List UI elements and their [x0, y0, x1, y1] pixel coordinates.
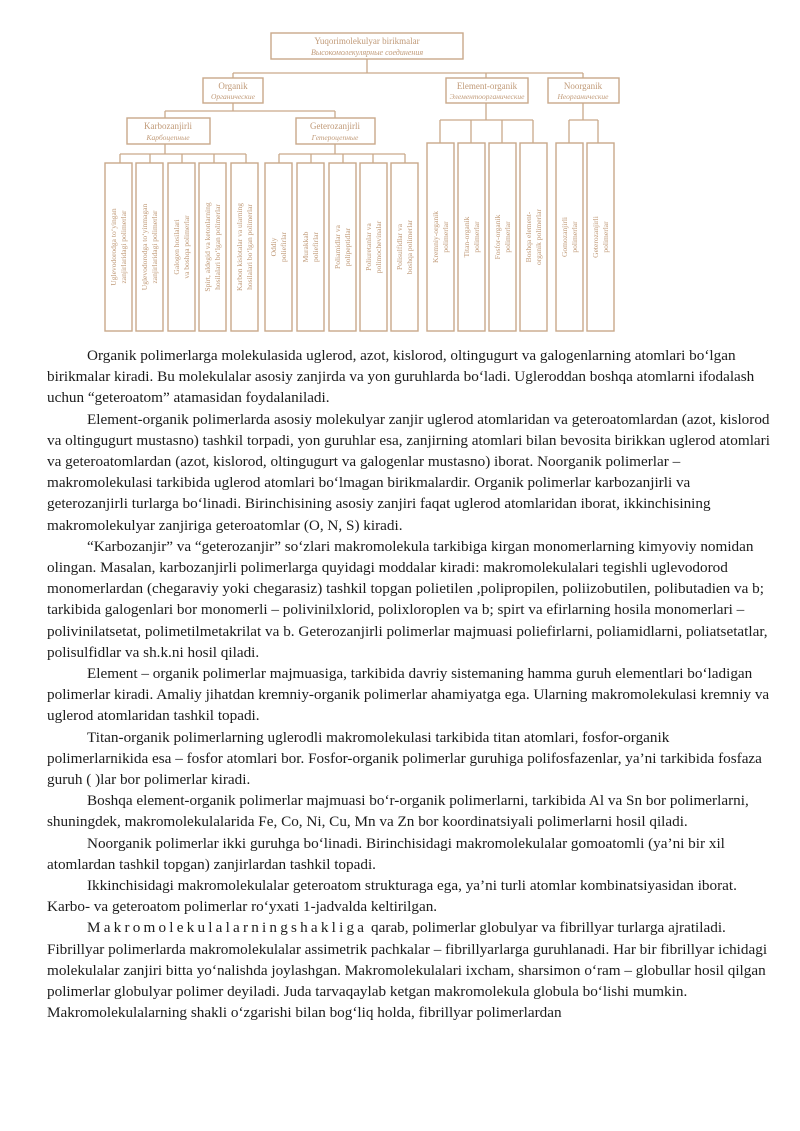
diagram-leaf-7 — [297, 163, 324, 331]
organic-label-1: Organik — [218, 81, 248, 91]
element-organic-label-1: Element-organik — [456, 81, 518, 91]
diagram-leaf-2 — [136, 163, 163, 331]
diagram-box-element-organic — [446, 78, 528, 103]
diagram-leaf-15 — [556, 143, 583, 331]
leaf-3-label-2: va boshqa polimerlar — [182, 215, 191, 279]
leaf-11-label-2: polimerlar — [441, 221, 450, 253]
leaf-7-label-2: poliefirlar — [311, 232, 320, 262]
heterochain-label-2: Гетероцепные — [311, 133, 359, 142]
leaf-14-label-2: organik polimerlar — [534, 209, 543, 265]
polymer-classification-diagram — [0, 0, 800, 340]
diagram-box-organic — [203, 78, 263, 103]
diagram-box-heterochain — [296, 118, 375, 144]
leaf-4-label-1: Spirt, aldegid va ketonlarning — [203, 202, 212, 292]
diagram-leaf-6 — [265, 163, 292, 331]
diagram-leaf-1 — [105, 163, 132, 331]
diagram-box-root — [271, 33, 463, 59]
body-text — [47, 345, 771, 1024]
diagram-leaf-12 — [458, 143, 485, 331]
leaf-10-label-1: Polisulfidlar va — [395, 223, 404, 271]
carbochain-label-1: Karbozanjirli — [144, 121, 192, 131]
paragraph-5: Titan-organik polimerlarning uglerodli makromolekulasi tarkibida titan atomlari, fosfor-organik polimerlarnikida esa – fosfor atomlari bor. Fosfor-organik polimerlar guruhiga polifosfazenlar, ya’ni tarkibida fosfaza guruh ( )lar bor polimerlar kiradi. — [47, 728, 762, 789]
carbochain-label-2: Карбоцепные — [146, 133, 190, 142]
leaf-1-label-1: Uglevodorodga to‘yingan — [109, 208, 118, 286]
diagram-leaf-4 — [199, 163, 226, 331]
paragraph-8: Ikkinchisidagi makromolekulalar geteroatom strukturaga ega, ya’ni turli atomlar kombinatsiyasidan iborat. Karbo- va geteroatom polimerlar ro‘yxati 1-jadvalda keltirilgan. — [47, 877, 737, 916]
leaf-12-label-1: Titan-organik — [462, 216, 471, 258]
diagram-leaf-5 — [231, 163, 258, 331]
diagram-box-inorganic — [548, 78, 619, 103]
diagram-leaf-16 — [587, 143, 614, 331]
inorganic-label-2: Неорганические — [557, 92, 609, 101]
diagram-leaf-13 — [489, 143, 516, 331]
diagram-leaf-11 — [427, 143, 454, 331]
leaf-13-label-2: polimerlar — [503, 221, 512, 253]
leaf-10-label-2: boshqa polimerlar — [405, 219, 414, 275]
element-organic-label-2: Элементоорганические — [449, 92, 525, 101]
paragraph-3: “Karbozanjir” va “geterozanjir” so‘zlari makromolekula tarkibiga kirgan monomerlarning kimyoviy nomidan olingan. Masalan, karbozanjirli polimerlarga quyidagi moddalar kiradi: makromolekulalari tegishli uglevodorod monomerlardan (chegaraviy yoki chegarasiz) tashkil topgan polietilen ,polipropilen, poliizobutilen, polibutadien va b; tarkibida galogenlari bor monomerli – polivinilxlorid, polixloroplen va b; spirt va efirlarning hosila monomerlari – polivinilatsetat, polimetilmetakrilat va b. Geterozanjirli polimerlar majmuasi poliefirlarni, poliamidlarni, poliatsetatlar, polisulfidlar va sh.k.ni hosil qiladi. — [47, 537, 768, 661]
heterochain-label-1: Geterozanjirli — [310, 121, 360, 131]
root-label-2: Высокомолекулярные соединения — [310, 48, 424, 57]
leaf-8-label-1: Poliamidlar va — [333, 225, 342, 269]
leaf-9-label-1: Poliuretanlar va — [364, 223, 373, 271]
leaf-2-label-2: zanjirlaridagi polimerlar — [150, 210, 159, 284]
leaf-16-label-1: Geterozanjirli — [591, 216, 600, 258]
paragraph-2: Element-organik polimerlarda asosiy molekulyar zanjir uglerod atomlaridan va geteroatomlardan (azot, kislorod va oltingugurt mustasno) tashkil torpadi, yon guruhlar esa, zanjirning atomlari bilan bevosita birikkan uglerod atomlari va geteroatomlardan (azot, kislorod, oltingugurt va galogenlar mustasno) iborat. Noorganik polimerlar – makromolekulasi tarkibida uglerod atomlari bo‘lmagan birikmalardir. Organik polimerlar karbozanjirli va geterozanjirli turlarga bo‘linadi. Birinchisining asosiy zanjiri faqat uglerod atomlaridan iborat, ikkinchisining makromolekulyar zanjiriga geteroatomlar (O, N, S) kiradi. — [47, 410, 770, 534]
leaf-6-label-2: poliefirlar — [279, 232, 288, 262]
leaf-13-label-1: Fosfor-organik — [493, 214, 502, 260]
diagram-leaf-14 — [520, 143, 547, 331]
paragraph-6: Boshqa element-organik polimerlar majmuasi bo‘r-organik polimerlarni, tarkibida Al va Sn bor polimerlarni, shuningdek, makromolekulalarida Fe, Co, Ni, Cu, Mn va Zn bor koordinatsiyali polimerlarni hosil qiladi. — [47, 792, 749, 831]
diagram-leaf-3 — [168, 163, 195, 331]
diagram-connectors — [120, 59, 598, 163]
paragraph-1: Organik polimerlarga molekulasida uglerod, azot, kislorod, oltingugurt va galogenlarning atomlari bo‘lgan birikmalar kiradi. Bu molekulalar asosiy zanjirda va yon guruhlarda bo‘ladi. Ugleroddan boshqa atomlarni ifodalash uchun “geteroatom” atamasidan foydalaniladi. — [47, 347, 755, 407]
paragraph-9-rest: qarab, polimerlar globulyar va fibrillyar turlarga ajratiladi. Fibrillyar polimerlarda makromolekulalar assimetrik pachkalar – fibrillyarlarga guruhlanadi. Har bir fibrillyar ichidagi molekulalar zanjiri bitta yo‘nalishda joylashgan. Makromolekulalari ixcham, sharsimon o‘ram – globullar hosil qilgan polimerlar globulyar polimer deyiladi. Juda tarvaqaylab ketgan makromolekula globula bo‘lishi mumkin. Makromolekulalarning shakli o‘zgarishi bilan bog‘liq holda, fibrillyar polimerlardan — [47, 919, 768, 1022]
diagram-leaf-8 — [329, 163, 356, 331]
leaf-5-label-2: hosilalari bo‘lgan polimerlar — [245, 204, 254, 290]
leaf-9-label-2: polimochevinalar — [374, 220, 383, 274]
paragraph-9 — [47, 917, 771, 1023]
leaf-14-label-1: Boshqa element- — [524, 211, 533, 263]
inorganic-label-1: Noorganik — [563, 81, 603, 91]
diagram-leaf-10 — [391, 163, 418, 331]
spaced-term: Makromolekulalarningshakliga — [87, 919, 368, 937]
leaf-16-label-2: polimerlar — [601, 221, 610, 253]
paragraph-4: Element – organik polimerlar majmuasiga, tarkibida davriy sistemaning hamma guruh elementlari bo‘ladigan polimerlar kiradi. Amaliy jihatdan kremniy-organik polimerlar ahamiyatga ega. Ularning makromolekulasi kremniy va uglerod atomlaridan tashkil topadi. — [47, 665, 770, 725]
leaf-6-label-1: Oddiy — [269, 237, 278, 257]
leaf-5-label-1: Karbon kislotalar va ularning — [235, 202, 244, 292]
leaf-11-label-1: Kremniy-organik — [431, 211, 440, 263]
paragraph-7: Noorganik polimerlar ikki guruhga bo‘linadi. Birinchisidagi makromolekulalar gomoatomli (ya’ni bir xil atomlardan tashkil topgan) zanjirlardan tashkil topadi. — [47, 834, 725, 873]
organic-label-2: Органические — [210, 92, 256, 101]
leaf-12-label-2: polimerlar — [472, 221, 481, 253]
leaf-3-label-1: Galogen hosilalari — [172, 219, 181, 275]
leaf-7-label-1: Murakkab — [301, 231, 310, 263]
leaf-8-label-2: polipeptidlar — [343, 227, 352, 267]
leaf-15-label-2: polimerlar — [570, 221, 579, 253]
diagram-leaf-9 — [360, 163, 387, 331]
leaf-1-label-2: zanjirlaridagi polimerlar — [119, 210, 128, 284]
diagram-box-carbochain — [127, 118, 210, 144]
leaf-2-label-1: Uglevodorodga to‘yinmagan — [140, 203, 149, 291]
leaf-15-label-1: Gomozanjirli — [560, 217, 569, 257]
leaf-4-label-2: hosilalari bo‘lgan polimerlar — [213, 204, 222, 290]
root-label-1: Yuqorimolekulyar birikmalar — [314, 36, 420, 46]
